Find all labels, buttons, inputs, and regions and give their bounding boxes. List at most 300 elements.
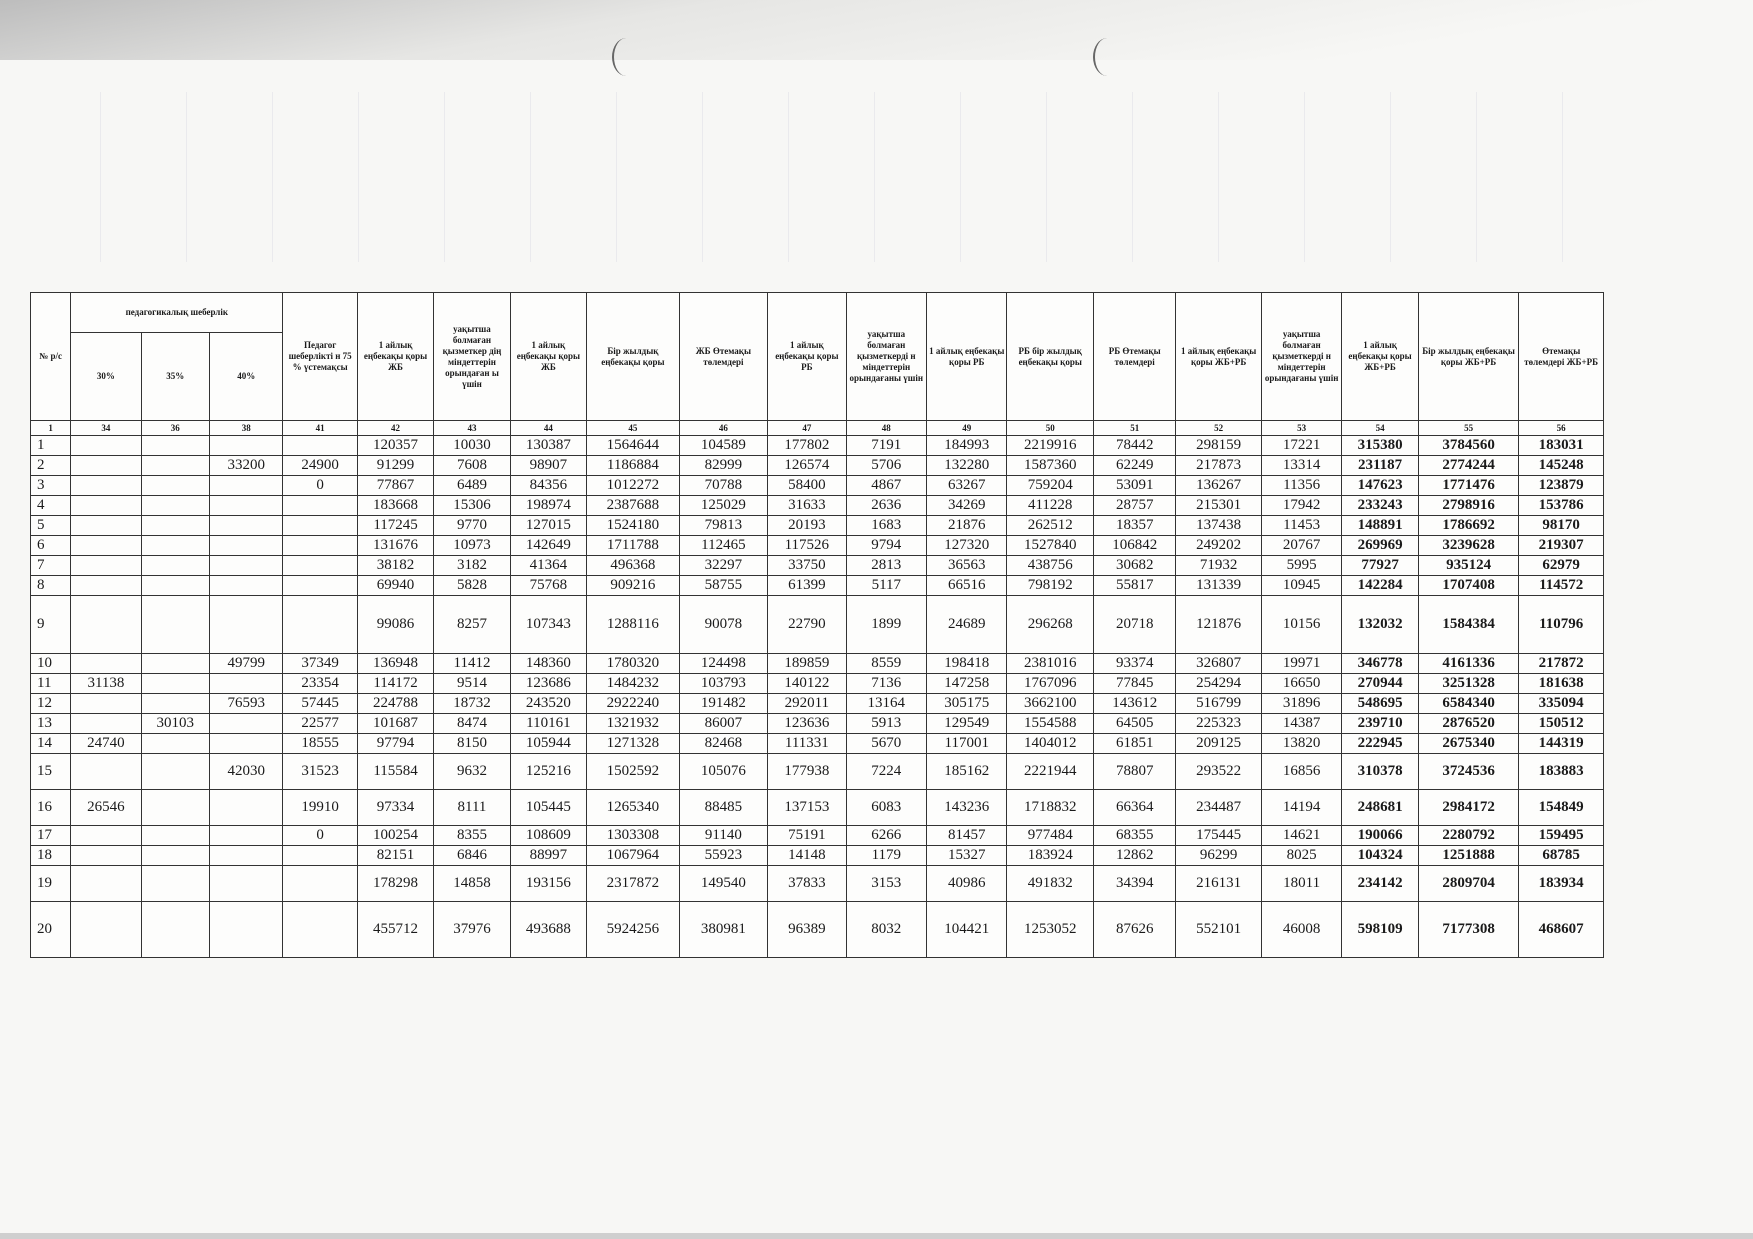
table-cell: 14387 (1261, 714, 1341, 734)
table-cell: 15327 (927, 846, 1007, 866)
table-cell: 1253052 (1007, 902, 1093, 958)
table-cell: 1179 (846, 846, 926, 866)
table-cell: 8111 (434, 790, 510, 826)
table-cell: 75768 (510, 576, 586, 596)
table-cell: 3239628 (1418, 536, 1519, 556)
salary-fund-table (30, 292, 1604, 958)
table-cell: 1707408 (1418, 576, 1519, 596)
table-row (31, 694, 1604, 714)
table-cell: 126574 (768, 456, 846, 476)
table-cell: 215301 (1176, 496, 1261, 516)
table-cell (141, 734, 209, 754)
header-col-53: уақытша болмаған қызметкерді н міндеттерін орындағаны үшін (1261, 293, 1341, 421)
table-cell: 14148 (768, 846, 846, 866)
table-cell: 1321932 (587, 714, 680, 734)
table-cell (141, 456, 209, 476)
table-cell (209, 556, 282, 576)
table-cell: 77867 (357, 476, 433, 496)
table-cell: 64505 (1093, 714, 1175, 734)
table-cell: 1404012 (1007, 734, 1093, 754)
header-col-55: Бір жылдық еңбекақы қоры ЖБ+РБ (1418, 293, 1519, 421)
table-cell: 78442 (1093, 436, 1175, 456)
table-cell: 183031 (1519, 436, 1604, 456)
table-row (31, 536, 1604, 556)
table-cell: 132032 (1342, 596, 1418, 654)
table-cell (141, 654, 209, 674)
table-row (31, 734, 1604, 754)
table-cell: 1186884 (587, 456, 680, 476)
table-cell: 1524180 (587, 516, 680, 536)
table-cell: 2381016 (1007, 654, 1093, 674)
table-cell: 82999 (679, 456, 768, 476)
table-cell: 31138 (71, 674, 141, 694)
row-number-cell: 11 (31, 674, 71, 694)
table-cell: 125216 (510, 754, 586, 790)
col-number: 55 (1418, 421, 1519, 436)
table-cell: 2387688 (587, 496, 680, 516)
table-cell (209, 846, 282, 866)
header-col-46: ЖБ Өтемақы төлемдері (679, 293, 768, 421)
row-number-cell: 10 (31, 654, 71, 674)
table-cell: 125029 (679, 496, 768, 516)
table-cell (141, 476, 209, 496)
table-cell: 1587360 (1007, 456, 1093, 476)
table-row (31, 866, 1604, 902)
col-number: 52 (1176, 421, 1261, 436)
table-cell: 130387 (510, 436, 586, 456)
table-cell: 335094 (1519, 694, 1604, 714)
table-cell: 181638 (1519, 674, 1604, 694)
table-cell: 98170 (1519, 516, 1604, 536)
table-cell: 224788 (357, 694, 433, 714)
table-cell (141, 902, 209, 958)
table-cell: 105445 (510, 790, 586, 826)
table-cell: 233243 (1342, 496, 1418, 516)
table-cell: 9632 (434, 754, 510, 790)
col-number: 48 (846, 421, 926, 436)
table-cell: 209125 (1176, 734, 1261, 754)
table-cell (71, 436, 141, 456)
table-cell (71, 456, 141, 476)
table-cell: 198418 (927, 654, 1007, 674)
table-cell: 148360 (510, 654, 586, 674)
col-number: 51 (1093, 421, 1175, 436)
table-cell (141, 576, 209, 596)
header-col-51: РБ Өтемақы төлемдері (1093, 293, 1175, 421)
table-cell: 88485 (679, 790, 768, 826)
table-cell: 3662100 (1007, 694, 1093, 714)
table-cell: 438756 (1007, 556, 1093, 576)
table-cell (71, 694, 141, 714)
table-cell: 8025 (1261, 846, 1341, 866)
table-cell: 123879 (1519, 476, 1604, 496)
table-cell: 189859 (768, 654, 846, 674)
table-cell: 149540 (679, 866, 768, 902)
row-number-cell: 15 (31, 754, 71, 790)
table-cell: 81457 (927, 826, 1007, 846)
table-cell: 142284 (1342, 576, 1418, 596)
table-cell: 11453 (1261, 516, 1341, 536)
table-cell: 1899 (846, 596, 926, 654)
table-cell: 46008 (1261, 902, 1341, 958)
table-cell: 34394 (1093, 866, 1175, 902)
table-cell: 132280 (927, 456, 1007, 476)
col-number: 45 (587, 421, 680, 436)
table-cell (71, 866, 141, 902)
table-cell: 97794 (357, 734, 433, 754)
table-cell: 55817 (1093, 576, 1175, 596)
table-cell (141, 826, 209, 846)
table-cell: 1786692 (1418, 516, 1519, 536)
table-cell (209, 576, 282, 596)
table-cell: 28757 (1093, 496, 1175, 516)
table-cell: 496368 (587, 556, 680, 576)
table-cell: 9514 (434, 674, 510, 694)
table-cell: 84356 (510, 476, 586, 496)
table-cell: 8032 (846, 902, 926, 958)
header-col-43: уақытша болмаған қызметкер дің міндеттерін орындаған ы үшін (434, 293, 510, 421)
table-cell: 2675340 (1418, 734, 1519, 754)
table-cell: 142649 (510, 536, 586, 556)
table-cell: 30103 (141, 714, 209, 734)
table-cell: 2317872 (587, 866, 680, 902)
table-cell: 239710 (1342, 714, 1418, 734)
table-cell: 1288116 (587, 596, 680, 654)
table-cell: 2221944 (1007, 754, 1093, 790)
col-number: 54 (1342, 421, 1418, 436)
table-cell: 148891 (1342, 516, 1418, 536)
table-cell: 6489 (434, 476, 510, 496)
table-cell (141, 436, 209, 456)
col-number: 50 (1007, 421, 1093, 436)
table-cell (141, 556, 209, 576)
row-number-cell: 14 (31, 734, 71, 754)
table-cell: 191482 (679, 694, 768, 714)
table-cell (141, 516, 209, 536)
table-cell: 37349 (283, 654, 357, 674)
table-row (31, 476, 1604, 496)
table-cell: 145248 (1519, 456, 1604, 476)
table-cell: 105076 (679, 754, 768, 790)
table-cell: 117245 (357, 516, 433, 536)
col-number: 43 (434, 421, 510, 436)
table-cell: 31896 (1261, 694, 1341, 714)
table-cell: 548695 (1342, 694, 1418, 714)
table-cell: 184993 (927, 436, 1007, 456)
header-col-42: 1 айлық еңбекақы қоры ЖБ (357, 293, 433, 421)
table-cell (283, 516, 357, 536)
header-col-50: РБ бір жылдық еңбекақы қоры (1007, 293, 1093, 421)
table-cell: 31523 (283, 754, 357, 790)
table-cell: 269969 (1342, 536, 1418, 556)
table-row (31, 556, 1604, 576)
table-cell (209, 436, 282, 456)
table-cell (141, 866, 209, 902)
table-cell: 32297 (679, 556, 768, 576)
table-cell: 1251888 (1418, 846, 1519, 866)
table-cell: 110796 (1519, 596, 1604, 654)
table-cell: 7136 (846, 674, 926, 694)
table-cell: 110161 (510, 714, 586, 734)
row-number-cell: 7 (31, 556, 71, 576)
table-cell: 1711788 (587, 536, 680, 556)
table-cell: 123686 (510, 674, 586, 694)
col-number: 34 (71, 421, 141, 436)
table-cell: 468607 (1519, 902, 1604, 958)
table-cell: 19910 (283, 790, 357, 826)
header-col-54: 1 айлық еңбекақы қоры ЖБ+РБ (1342, 293, 1418, 421)
table-cell: 127015 (510, 516, 586, 536)
table-cell: 13314 (1261, 456, 1341, 476)
table-cell: 234142 (1342, 866, 1418, 902)
table-cell: 185162 (927, 754, 1007, 790)
table-cell: 104589 (679, 436, 768, 456)
header-pct-35: 35% (141, 333, 209, 421)
table-cell: 88997 (510, 846, 586, 866)
table-cell: 100254 (357, 826, 433, 846)
table-cell: 150512 (1519, 714, 1604, 734)
table-cell: 8355 (434, 826, 510, 846)
table-cell: 63267 (927, 476, 1007, 496)
row-number-cell: 1 (31, 436, 71, 456)
table-cell: 183934 (1519, 866, 1604, 902)
table-row (31, 754, 1604, 790)
table-cell: 249202 (1176, 536, 1261, 556)
table-cell: 13164 (846, 694, 926, 714)
table-cell (209, 496, 282, 516)
table-cell: 71932 (1176, 556, 1261, 576)
table-cell: 1067964 (587, 846, 680, 866)
table-cell (209, 790, 282, 826)
table-row (31, 674, 1604, 694)
table-cell: 61399 (768, 576, 846, 596)
table-cell (71, 826, 141, 846)
col-number: 36 (141, 421, 209, 436)
table-cell: 493688 (510, 902, 586, 958)
table-cell: 98907 (510, 456, 586, 476)
table-cell: 315380 (1342, 436, 1418, 456)
show-through-grid (100, 92, 1600, 262)
table-cell: 136948 (357, 654, 433, 674)
table-cell: 24900 (283, 456, 357, 476)
table-cell: 7224 (846, 754, 926, 790)
table-cell: 91299 (357, 456, 433, 476)
table-cell: 177802 (768, 436, 846, 456)
table-row (31, 456, 1604, 476)
page-edge (0, 1233, 1753, 1239)
table-cell: 131676 (357, 536, 433, 556)
col-number: 1 (31, 421, 71, 436)
table-cell: 105944 (510, 734, 586, 754)
table-cell: 292011 (768, 694, 846, 714)
table-cell: 5828 (434, 576, 510, 596)
table-cell: 1564644 (587, 436, 680, 456)
col-number: 49 (927, 421, 1007, 436)
table-cell: 107343 (510, 596, 586, 654)
table-cell: 909216 (587, 576, 680, 596)
header-col-44: 1 айлық еңбекақы қоры ЖБ (510, 293, 586, 421)
table-cell: 57445 (283, 694, 357, 714)
table-cell: 10973 (434, 536, 510, 556)
table-cell: 4161336 (1418, 654, 1519, 674)
table-cell (141, 846, 209, 866)
header-col-47: 1 айлық еңбекақы қоры РБ (768, 293, 846, 421)
table-cell: 1502592 (587, 754, 680, 790)
table-cell: 20193 (768, 516, 846, 536)
table-cell: 124498 (679, 654, 768, 674)
table-cell: 177938 (768, 754, 846, 790)
table-cell: 37833 (768, 866, 846, 902)
table-cell: 137153 (768, 790, 846, 826)
table-cell: 77845 (1093, 674, 1175, 694)
table-cell: 13820 (1261, 734, 1341, 754)
row-number-cell: 8 (31, 576, 71, 596)
table-cell: 103793 (679, 674, 768, 694)
row-number-cell: 17 (31, 826, 71, 846)
table-row (31, 516, 1604, 536)
table-cell (283, 556, 357, 576)
col-number: 56 (1519, 421, 1604, 436)
table-cell: 20718 (1093, 596, 1175, 654)
table-cell: 14858 (434, 866, 510, 902)
table-cell: 298159 (1176, 436, 1261, 456)
table-cell: 6584340 (1418, 694, 1519, 714)
table-cell: 2280792 (1418, 826, 1519, 846)
table-cell: 20767 (1261, 536, 1341, 556)
table-cell: 1484232 (587, 674, 680, 694)
table-cell (283, 866, 357, 902)
table-cell: 7608 (434, 456, 510, 476)
table-cell (71, 476, 141, 496)
table-cell (283, 846, 357, 866)
table-cell (71, 536, 141, 556)
row-number-cell: 16 (31, 790, 71, 826)
table-cell: 222945 (1342, 734, 1418, 754)
row-number-cell: 20 (31, 902, 71, 958)
table-cell (141, 694, 209, 714)
table-cell: 3251328 (1418, 674, 1519, 694)
table-cell (209, 674, 282, 694)
table-cell: 598109 (1342, 902, 1418, 958)
table-cell: 22790 (768, 596, 846, 654)
table-cell: 114572 (1519, 576, 1604, 596)
table-cell: 262512 (1007, 516, 1093, 536)
table-cell: 101687 (357, 714, 433, 734)
table-cell (71, 846, 141, 866)
table-cell: 24689 (927, 596, 1007, 654)
table-cell: 798192 (1007, 576, 1093, 596)
table-cell (71, 596, 141, 654)
table-cell: 99086 (357, 596, 433, 654)
table-row (31, 576, 1604, 596)
table-cell: 8559 (846, 654, 926, 674)
table-cell: 117526 (768, 536, 846, 556)
table-cell: 0 (283, 476, 357, 496)
table-cell: 97334 (357, 790, 433, 826)
table-cell: 137438 (1176, 516, 1261, 536)
table-cell: 9770 (434, 516, 510, 536)
table-cell: 10945 (1261, 576, 1341, 596)
table-cell: 42030 (209, 754, 282, 790)
row-number-cell: 3 (31, 476, 71, 496)
table-cell: 129549 (927, 714, 1007, 734)
table-cell: 2774244 (1418, 456, 1519, 476)
table-cell: 2984172 (1418, 790, 1519, 826)
scan-shadow (0, 0, 1753, 60)
table-cell (71, 754, 141, 790)
header-row-number: № р/с (31, 293, 71, 421)
table-cell: 49799 (209, 654, 282, 674)
table-cell: 114172 (357, 674, 433, 694)
table-cell: 15306 (434, 496, 510, 516)
table-cell: 1683 (846, 516, 926, 536)
table-cell: 455712 (357, 902, 433, 958)
table-cell (141, 754, 209, 790)
table-cell: 190066 (1342, 826, 1418, 846)
table-cell (209, 826, 282, 846)
table-cell: 217873 (1176, 456, 1261, 476)
table-cell: 147258 (927, 674, 1007, 694)
table-cell: 11356 (1261, 476, 1341, 496)
table-cell (209, 734, 282, 754)
table-cell: 217872 (1519, 654, 1604, 674)
table-cell: 24740 (71, 734, 141, 754)
row-number-cell: 5 (31, 516, 71, 536)
col-number: 44 (510, 421, 586, 436)
table-cell: 8474 (434, 714, 510, 734)
col-number: 41 (283, 421, 357, 436)
table-cell: 270944 (1342, 674, 1418, 694)
table-cell: 234487 (1176, 790, 1261, 826)
col-number: 42 (357, 421, 433, 436)
table-cell: 1271328 (587, 734, 680, 754)
table-cell: 305175 (927, 694, 1007, 714)
table-cell: 759204 (1007, 476, 1093, 496)
table-cell: 3182 (434, 556, 510, 576)
table-cell: 96389 (768, 902, 846, 958)
table-cell: 82468 (679, 734, 768, 754)
table-cell (283, 536, 357, 556)
table-cell: 68785 (1519, 846, 1604, 866)
table-cell: 76593 (209, 694, 282, 714)
table-cell: 153786 (1519, 496, 1604, 516)
table-cell: 120357 (357, 436, 433, 456)
table-cell: 104324 (1342, 846, 1418, 866)
table-cell: 144319 (1519, 734, 1604, 754)
table-cell: 70788 (679, 476, 768, 496)
row-number-cell: 4 (31, 496, 71, 516)
punch-hole-mark-right (1093, 38, 1121, 76)
table-cell: 9794 (846, 536, 926, 556)
table-cell: 231187 (1342, 456, 1418, 476)
table-cell: 86007 (679, 714, 768, 734)
table-cell: 326807 (1176, 654, 1261, 674)
table-cell: 175445 (1176, 826, 1261, 846)
table-cell: 30682 (1093, 556, 1175, 576)
table-cell: 90078 (679, 596, 768, 654)
table-cell: 23354 (283, 674, 357, 694)
table-cell (283, 902, 357, 958)
table-row (31, 596, 1604, 654)
table-cell (71, 516, 141, 536)
table-cell: 93374 (1093, 654, 1175, 674)
table-cell (209, 516, 282, 536)
table-cell: 14194 (1261, 790, 1341, 826)
row-number-cell: 12 (31, 694, 71, 714)
table-cell: 1303308 (587, 826, 680, 846)
table-row (31, 654, 1604, 674)
table-cell: 3784560 (1418, 436, 1519, 456)
